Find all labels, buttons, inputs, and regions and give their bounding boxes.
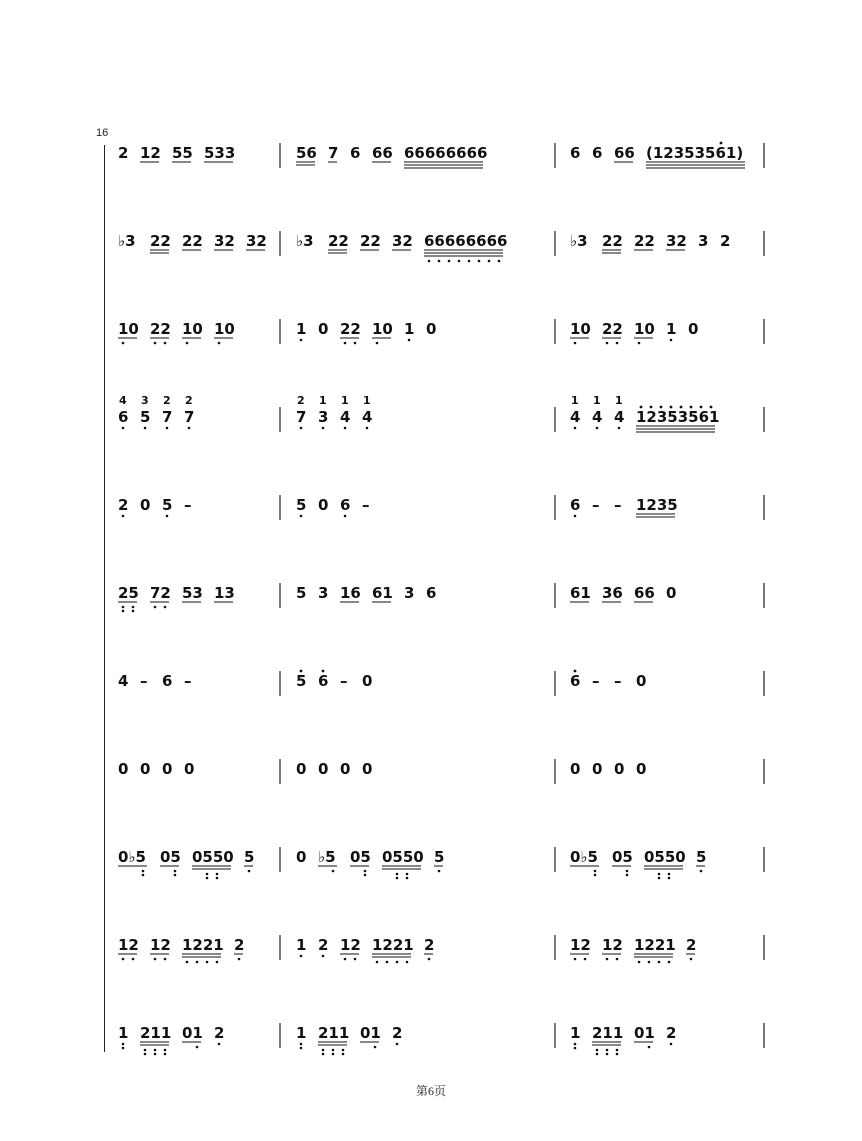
note-group: 22 (340, 320, 361, 338)
low-octave-dot (574, 342, 577, 345)
low-octave-dot (186, 961, 189, 964)
low-octave-dot (206, 877, 209, 880)
note-group: 2 (118, 496, 129, 514)
fingering-number: 1 (615, 394, 623, 407)
low-octave-dot (690, 958, 693, 961)
note-group: 12 (602, 936, 623, 954)
note-group: 7 (328, 144, 339, 162)
note-group: 0 (162, 760, 173, 778)
low-octave-dot (616, 958, 619, 961)
note-group: 0 (614, 760, 625, 778)
low-octave-dot (374, 1046, 377, 1049)
note-group: 2 (666, 1024, 677, 1042)
note-group: 32 (666, 232, 687, 250)
low-octave-dot (186, 342, 189, 345)
note-group: ♭3 (296, 232, 314, 250)
low-octave-dot (344, 342, 347, 345)
low-octave-dot (596, 1049, 599, 1052)
low-octave-dot (122, 958, 125, 961)
note-group: 6 (570, 672, 581, 690)
note-group: 2 (720, 232, 731, 250)
note-group: 2 (392, 1024, 403, 1042)
note-group: 533 (204, 144, 236, 162)
low-octave-dot (668, 873, 671, 876)
low-octave-dot (574, 515, 577, 518)
note-group: 6 (162, 672, 173, 690)
note-group: 0 (362, 672, 373, 690)
note-group: 0♭5 (118, 848, 146, 866)
note-group: 10 (182, 320, 203, 338)
note-group: 0 (140, 496, 151, 514)
note-group: 0 (318, 496, 329, 514)
low-octave-dot (428, 958, 431, 961)
note-group: 4 (592, 408, 603, 426)
note-group: 5 (296, 672, 307, 690)
low-octave-dot (164, 1053, 167, 1056)
low-octave-dot (364, 874, 367, 877)
low-octave-dot (626, 870, 629, 873)
fingering-number: 2 (163, 394, 171, 407)
note-group: 2 (214, 1024, 225, 1042)
note-group: 0 (362, 760, 373, 778)
low-octave-dot (638, 961, 641, 964)
fingering-number: 3 (141, 394, 149, 407)
note-group: 1 (296, 1024, 307, 1042)
note-group: 12 (570, 936, 591, 954)
low-octave-dot (342, 1049, 345, 1052)
low-octave-dot (132, 606, 135, 609)
low-octave-dot (458, 260, 461, 263)
low-octave-dot (300, 427, 303, 430)
low-octave-dot (122, 427, 125, 430)
note-group: 1 (296, 936, 307, 954)
note-group: 10 (570, 320, 591, 338)
low-octave-dot (164, 1049, 167, 1052)
low-octave-dot (606, 1053, 609, 1056)
low-octave-dot (354, 958, 357, 961)
low-octave-dot (366, 427, 369, 430)
note-group: 0♭5 (570, 848, 598, 866)
note-group: 1235 (636, 496, 678, 514)
note-group: 2 (686, 936, 697, 954)
low-octave-dot (154, 1049, 157, 1052)
low-octave-dot (332, 870, 335, 873)
note-group: (12353561) (646, 144, 744, 162)
note-group: 4 (362, 408, 373, 426)
low-octave-dot (376, 342, 379, 345)
note-group: 211 (140, 1024, 172, 1042)
low-octave-dot (668, 961, 671, 964)
note-group: 0 (688, 320, 699, 338)
low-octave-dot (478, 260, 481, 263)
note-group: 53 (182, 584, 203, 602)
note-group: 4 (570, 408, 581, 426)
low-octave-dot (164, 958, 167, 961)
low-octave-dot (438, 870, 441, 873)
low-octave-dot (142, 874, 145, 877)
low-octave-dot (142, 870, 145, 873)
low-octave-dot (144, 427, 147, 430)
note-group: 0 (296, 848, 307, 866)
note-group: 0 (184, 760, 195, 778)
note-group: 4 (340, 408, 351, 426)
low-octave-dot (344, 958, 347, 961)
high-octave-dot (720, 142, 723, 145)
note-group: 7 (296, 408, 307, 426)
note-group: 5 (140, 408, 151, 426)
fingering-number: 1 (319, 394, 327, 407)
note-group: 0550 (192, 848, 234, 866)
note-group: 5 (696, 848, 707, 866)
note-group: – (140, 672, 148, 690)
low-octave-dot (154, 1053, 157, 1056)
note-group: 6 (592, 144, 603, 162)
note-group: – (184, 672, 192, 690)
note-group: 211 (318, 1024, 350, 1042)
note-group: 66666666 (404, 144, 488, 162)
low-octave-dot (574, 1043, 577, 1046)
note-group: – (592, 672, 600, 690)
fingering-number: 1 (363, 394, 371, 407)
low-octave-dot (396, 1043, 399, 1046)
low-octave-dot (332, 1049, 335, 1052)
low-octave-dot (448, 260, 451, 263)
low-octave-dot (216, 877, 219, 880)
note-group: 6 (318, 672, 329, 690)
low-octave-dot (300, 515, 303, 518)
note-group: 32 (246, 232, 267, 250)
low-octave-dot (596, 427, 599, 430)
low-octave-dot (648, 1046, 651, 1049)
low-octave-dot (438, 260, 441, 263)
low-octave-dot (700, 870, 703, 873)
note-group: 01 (182, 1024, 203, 1042)
low-octave-dot (322, 955, 325, 958)
note-group: ♭3 (118, 232, 136, 250)
note-group: 22 (602, 232, 623, 250)
note-group: 12 (340, 936, 361, 954)
note-group: – (614, 496, 622, 514)
low-octave-dot (406, 877, 409, 880)
fingering-number: 4 (119, 394, 127, 407)
low-octave-dot (354, 342, 357, 345)
low-octave-dot (408, 339, 411, 342)
note-group: 61 (570, 584, 591, 602)
note-group: 0 (636, 760, 647, 778)
high-octave-dot (300, 670, 303, 673)
low-octave-dot (144, 1049, 147, 1052)
note-group: 1 (296, 320, 307, 338)
low-octave-dot (468, 260, 471, 263)
low-octave-dot (322, 427, 325, 430)
note-group: 12 (150, 936, 171, 954)
low-octave-dot (670, 339, 673, 342)
note-group: 0 (666, 584, 677, 602)
low-octave-dot (658, 873, 661, 876)
note-group: 1 (118, 1024, 129, 1042)
low-octave-dot (154, 342, 157, 345)
note-group: 05 (160, 848, 181, 866)
low-octave-dot (218, 1043, 221, 1046)
low-octave-dot (122, 515, 125, 518)
low-octave-dot (618, 427, 621, 430)
low-octave-dot (594, 874, 597, 877)
note-group: 6 (570, 144, 581, 162)
note-group: 05 (612, 848, 633, 866)
note-group: 3 (318, 584, 329, 602)
low-octave-dot (300, 1047, 303, 1050)
high-octave-dot (700, 406, 703, 409)
note-group: 16 (340, 584, 361, 602)
note-group: 05 (350, 848, 371, 866)
note-group: 0 (426, 320, 437, 338)
low-octave-dot (154, 958, 157, 961)
low-octave-dot (248, 870, 251, 873)
low-octave-dot (668, 877, 671, 880)
note-group: 6 (118, 408, 129, 426)
note-group: 1 (666, 320, 677, 338)
low-octave-dot (364, 870, 367, 873)
low-octave-dot (626, 874, 629, 877)
note-group: 10 (118, 320, 139, 338)
low-octave-dot (574, 1047, 577, 1050)
note-group: 1221 (372, 936, 414, 954)
note-group: ♭3 (570, 232, 588, 250)
note-group: – (592, 496, 600, 514)
high-octave-dot (680, 406, 683, 409)
high-octave-dot (322, 670, 325, 673)
note-group: 0 (318, 760, 329, 778)
note-group: 3 (698, 232, 709, 250)
note-group: – (340, 672, 348, 690)
note-group: 7 (184, 408, 195, 426)
low-octave-dot (166, 427, 169, 430)
low-octave-dot (616, 342, 619, 345)
low-octave-dot (188, 427, 191, 430)
note-group: – (362, 496, 370, 514)
note-group: 7 (162, 408, 173, 426)
low-octave-dot (216, 873, 219, 876)
low-octave-dot (574, 958, 577, 961)
note-group: 12 (140, 144, 161, 162)
note-group: 6 (350, 144, 361, 162)
low-octave-dot (428, 260, 431, 263)
note-group: 5 (296, 496, 307, 514)
note-group: 4 (118, 672, 129, 690)
low-octave-dot (616, 1049, 619, 1052)
measure-number: 16 (96, 127, 109, 139)
note-group: 5 (296, 584, 307, 602)
low-octave-dot (164, 606, 167, 609)
note-group: 0 (570, 760, 581, 778)
low-octave-dot (648, 961, 651, 964)
note-group: 0 (340, 760, 351, 778)
low-octave-dot (606, 1049, 609, 1052)
low-octave-dot (596, 1053, 599, 1056)
low-octave-dot (300, 955, 303, 958)
note-group: 01 (634, 1024, 655, 1042)
note-group: 1221 (182, 936, 224, 954)
page-number-footer: 第6页 (415, 1084, 446, 1098)
low-octave-dot (376, 961, 379, 964)
low-octave-dot (206, 961, 209, 964)
low-octave-dot (498, 260, 501, 263)
low-octave-dot (406, 961, 409, 964)
low-octave-dot (144, 1053, 147, 1056)
note-group: 12 (118, 936, 139, 954)
low-octave-dot (574, 427, 577, 430)
note-group: 4 (614, 408, 625, 426)
note-group: 1 (570, 1024, 581, 1042)
low-octave-dot (300, 1043, 303, 1046)
low-octave-dot (386, 961, 389, 964)
low-octave-dot (396, 961, 399, 964)
note-group: 6 (340, 496, 351, 514)
note-group: 0 (140, 760, 151, 778)
note-group: 13 (214, 584, 235, 602)
low-octave-dot (122, 1047, 125, 1050)
low-octave-dot (300, 339, 303, 342)
low-octave-dot (594, 870, 597, 873)
high-octave-dot (574, 670, 577, 673)
note-group: 10 (634, 320, 655, 338)
note-group: 2 (118, 144, 129, 162)
low-octave-dot (606, 342, 609, 345)
low-octave-dot (196, 1046, 199, 1049)
low-octave-dot (638, 342, 641, 345)
low-octave-dot (396, 873, 399, 876)
fingering-number: 2 (297, 394, 305, 407)
note-group: 10 (214, 320, 235, 338)
fingering-number: 2 (185, 394, 193, 407)
high-octave-dot (640, 406, 643, 409)
low-octave-dot (670, 1043, 673, 1046)
note-group: 36 (602, 584, 623, 602)
note-group: 5 (244, 848, 255, 866)
high-octave-dot (670, 406, 673, 409)
note-group: 66 (372, 144, 393, 162)
low-octave-dot (196, 961, 199, 964)
note-group: 0 (296, 760, 307, 778)
note-group: 0550 (644, 848, 686, 866)
low-octave-dot (154, 606, 157, 609)
low-octave-dot (322, 1053, 325, 1056)
note-group: ♭5 (318, 848, 336, 866)
low-octave-dot (218, 342, 221, 345)
note-group: 6 (570, 496, 581, 514)
note-group: 5 (162, 496, 173, 514)
note-group: 0 (592, 760, 603, 778)
note-group: 32 (214, 232, 235, 250)
note-group: 01 (360, 1024, 381, 1042)
note-group: 1221 (634, 936, 676, 954)
note-group: 22 (150, 232, 171, 250)
note-group: 3 (404, 584, 415, 602)
high-octave-dot (650, 406, 653, 409)
note-group: 2 (234, 936, 245, 954)
note-group: 6 (426, 584, 437, 602)
low-octave-dot (344, 427, 347, 430)
note-group: 55 (172, 144, 193, 162)
low-octave-dot (132, 610, 135, 613)
low-octave-dot (166, 515, 169, 518)
high-octave-dot (660, 406, 663, 409)
low-octave-dot (216, 961, 219, 964)
low-octave-dot (122, 342, 125, 345)
low-octave-dot (164, 342, 167, 345)
note-group: 3 (318, 408, 329, 426)
note-group: 5 (434, 848, 445, 866)
high-octave-dot (710, 406, 713, 409)
note-group: 12353561 (636, 408, 720, 426)
low-octave-dot (616, 1053, 619, 1056)
note-group: 22 (634, 232, 655, 250)
note-group: 10 (372, 320, 393, 338)
high-octave-dot (690, 406, 693, 409)
note-group: 25 (118, 584, 139, 602)
low-octave-dot (332, 1053, 335, 1056)
note-group: 32 (392, 232, 413, 250)
low-octave-dot (238, 958, 241, 961)
note-group: 211 (592, 1024, 624, 1042)
note-group: 1 (404, 320, 415, 338)
note-group: 22 (602, 320, 623, 338)
note-group: 66 (634, 584, 655, 602)
low-octave-dot (174, 874, 177, 877)
note-group: 2 (318, 936, 329, 954)
low-octave-dot (122, 610, 125, 613)
low-octave-dot (606, 958, 609, 961)
note-group: 22 (360, 232, 381, 250)
note-group: 0 (636, 672, 647, 690)
low-octave-dot (658, 877, 661, 880)
low-octave-dot (488, 260, 491, 263)
low-octave-dot (122, 606, 125, 609)
low-octave-dot (584, 958, 587, 961)
low-octave-dot (206, 873, 209, 876)
low-octave-dot (122, 1043, 125, 1046)
low-octave-dot (396, 877, 399, 880)
note-group: 22 (328, 232, 349, 250)
note-group: 66 (614, 144, 635, 162)
note-group: 22 (182, 232, 203, 250)
note-group: 72 (150, 584, 171, 602)
note-group: 0 (118, 760, 129, 778)
low-octave-dot (344, 515, 347, 518)
note-group: 61 (372, 584, 393, 602)
note-group: 0550 (382, 848, 424, 866)
note-group: – (614, 672, 622, 690)
note-group: 56 (296, 144, 317, 162)
low-octave-dot (322, 1049, 325, 1052)
fingering-number: 1 (341, 394, 349, 407)
note-group: – (184, 496, 192, 514)
low-octave-dot (406, 873, 409, 876)
note-group: 22 (150, 320, 171, 338)
low-octave-dot (658, 961, 661, 964)
low-octave-dot (132, 958, 135, 961)
low-octave-dot (342, 1053, 345, 1056)
note-group: 66666666 (424, 232, 508, 250)
note-group: 2 (424, 936, 435, 954)
low-octave-dot (174, 870, 177, 873)
note-group: 0 (318, 320, 329, 338)
fingering-number: 1 (571, 394, 579, 407)
fingering-number: 1 (593, 394, 601, 407)
